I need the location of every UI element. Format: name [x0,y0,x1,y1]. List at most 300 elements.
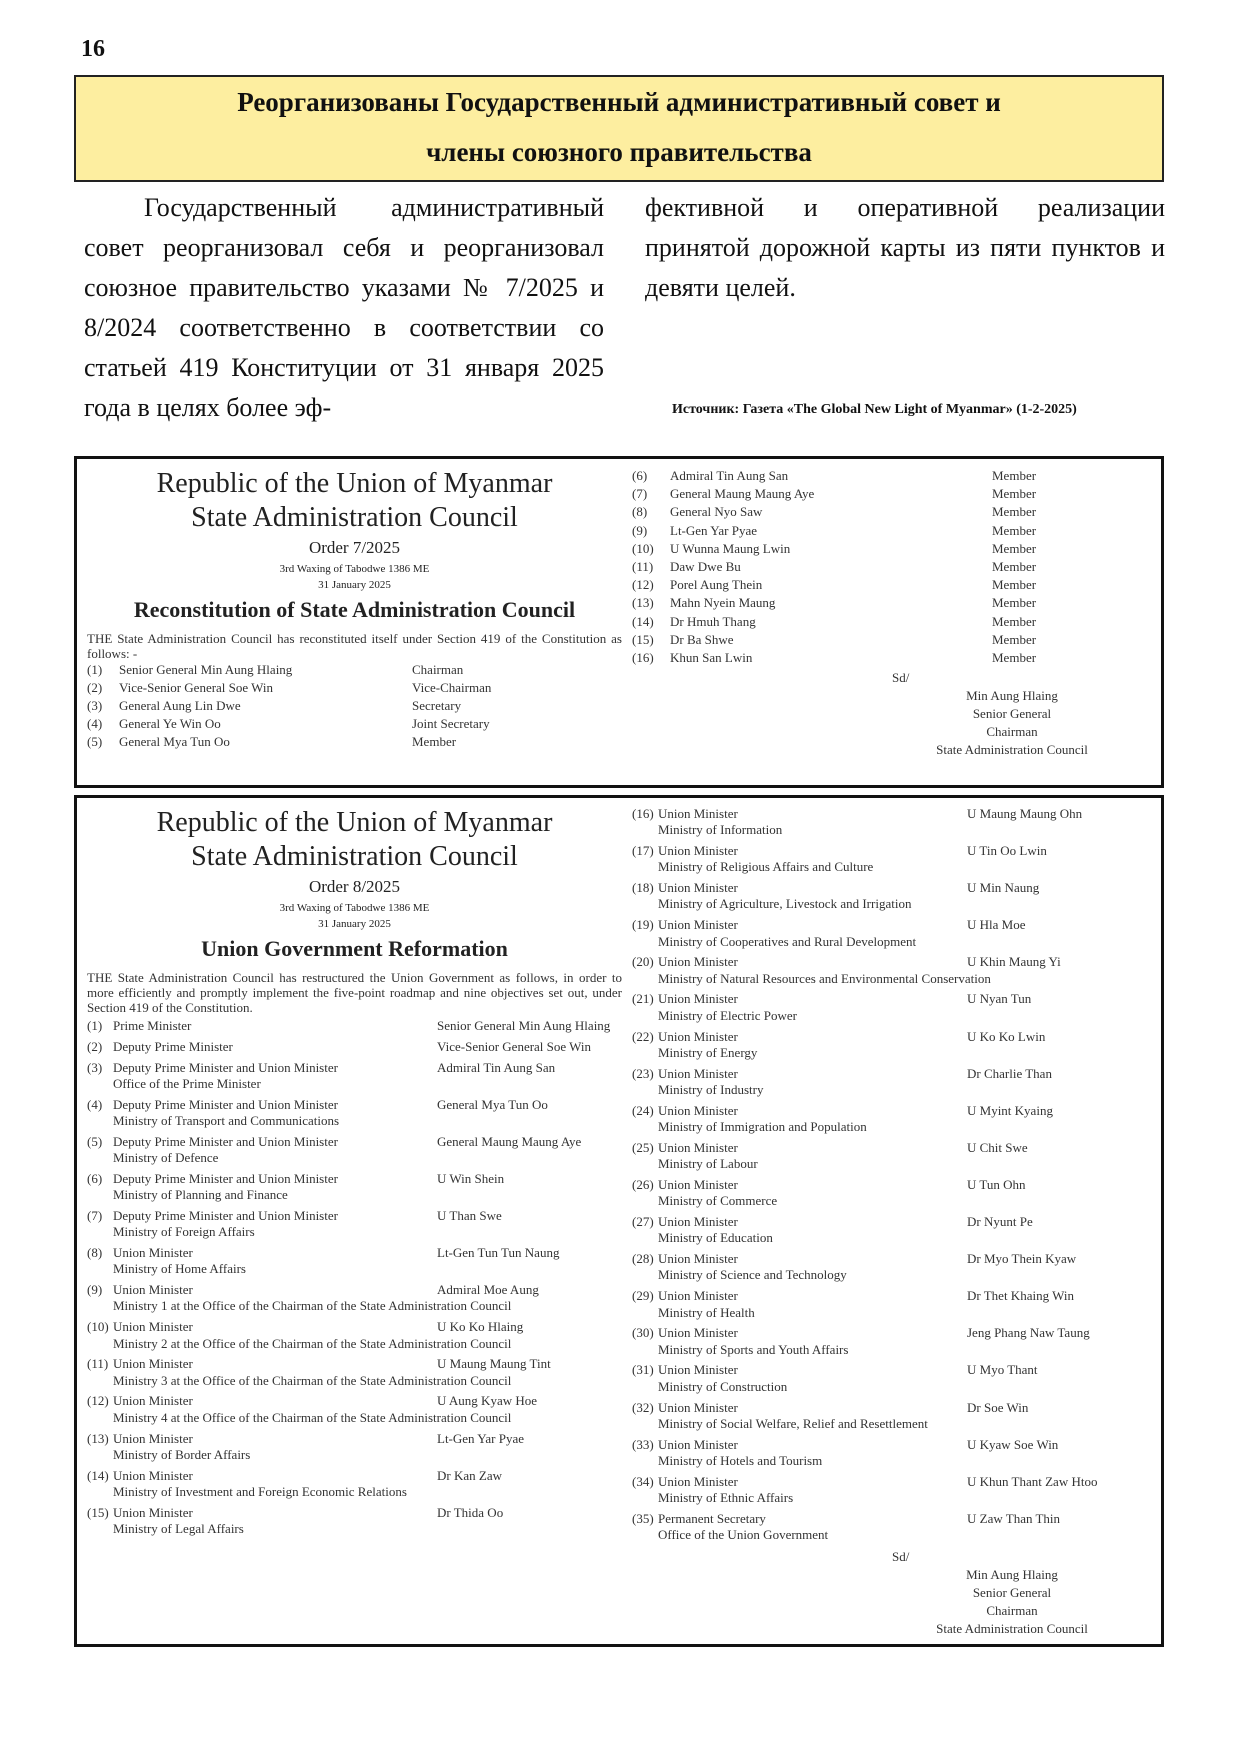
ministry-name: Ministry of Science and Technology [658,1267,847,1283]
minister-post: Union Minister [658,880,738,896]
minister-row [632,1177,1152,1210]
ministry-name: Ministry of Ethnic Affairs [658,1489,794,1505]
order-8-left [87,806,622,1542]
member-number: (8) [632,504,648,520]
minister-post: Deputy Prime Minister [113,1038,233,1054]
minister-row-top [632,880,1152,896]
member-row [87,715,622,733]
minister-post: Union Minister [658,917,738,933]
minister-post: Deputy Prime Minister and Union Minister [113,1133,338,1149]
minister-row [87,1356,622,1389]
minister-row [632,1288,1152,1321]
order-8-clipping [74,795,1164,1647]
ministry-name: Ministry of Defence [113,1150,219,1166]
minister-name: Vice-Senior General Soe Win [437,1038,592,1054]
member-name: Dr Hmuh Thang [670,613,756,629]
member-row [87,661,622,679]
minister-post: Prime Minister [113,1018,192,1033]
minister-post: Union Minister [113,1356,193,1372]
member-row [87,679,622,697]
minister-name: Lt-Gen Yar Pyae [437,1430,525,1446]
minister-name: Dr Nyunt Pe [967,1214,1033,1230]
order-7-header [87,467,622,627]
member-role: Secretary [412,698,462,713]
minister-name: Dr Charlie Than [967,1065,1052,1081]
minister-name: U Maung Maung Tint [437,1356,551,1372]
minister-post: Union Minister [113,1282,193,1298]
member-row [632,594,1152,612]
minister-row-top [632,1251,1152,1267]
member-number: (7) [632,486,648,502]
minister-post: Union Minister [658,1473,738,1489]
minister-row-top [87,1039,622,1055]
minister-number: (9) [87,1282,103,1298]
member-name: Admiral Tin Aung San [670,468,789,483]
order-number: Order 7/2025 [308,538,401,557]
minister-number: (33) [632,1436,654,1452]
ministry-name: Ministry of Health [658,1304,755,1320]
member-number: (16) [632,650,654,666]
header-republic: Republic of the Union of Myanmar [156,468,553,499]
minister-number: (12) [87,1393,109,1409]
minister-post: Union Minister [113,1393,193,1409]
minister-name: U Myo Thant [967,1362,1038,1378]
minister-name: U Chit Swe [967,1139,1028,1155]
order-date-myanmar: 3rd Waxing of Tabodwe 1386 ME [279,563,430,575]
minister-row-top [87,1468,622,1484]
minister-row-top [632,1029,1152,1045]
member-name: Daw Dwe Bu [670,559,741,575]
ministry-name: Office of the Union Government [658,1527,829,1543]
ministry-name: Ministry of Legal Affairs [113,1521,244,1537]
order-7-left [87,467,622,751]
minister-number: (31) [632,1362,654,1378]
member-role: Member [992,540,1037,556]
minister-post: Union Minister [658,1251,738,1267]
minister-row [632,917,1152,950]
member-name: U Wunna Maung Lwin [670,540,791,556]
minister-row [632,991,1152,1024]
ministry-name: Ministry of Industry [658,1081,764,1097]
order-date-myanmar: 3rd Waxing of Tabodwe 1386 ME [279,902,430,914]
minister-row [632,1400,1152,1433]
article-title [74,75,1164,182]
minister-row [87,1097,622,1130]
ministry-name: Ministry of Border Affairs [113,1446,251,1462]
minister-name: U Kyaw Soe Win [967,1436,1059,1452]
minister-number: (7) [87,1207,103,1223]
member-name: Lt-Gen Yar Pyae [670,522,758,538]
ministry-name: Ministry of Transport and Communications [113,1112,340,1128]
member-row [632,467,1152,485]
order-date: 31 January 2025 [318,579,391,591]
signature-block [632,1566,1152,1638]
minister-row [632,1066,1152,1099]
minister-number: (2) [87,1038,103,1054]
minister-number: (23) [632,1065,654,1081]
minister-post: Union Minister [658,1139,738,1155]
minister-number: (5) [87,1133,103,1149]
signature-line: State Administration Council [936,742,1088,758]
member-number: (1) [87,662,103,677]
order-7-right [632,467,1152,759]
minister-post: Deputy Prime Minister and Union Minister [113,1207,338,1223]
member-role: Member [992,486,1037,502]
minister-name: Dr Kan Zaw [437,1467,502,1483]
minister-row [632,843,1152,876]
minister-number: (35) [632,1510,654,1526]
ministry-name: Ministry of Hotels and Tourism [658,1452,823,1468]
minister-row-top [87,1282,622,1298]
minister-name: U Ko Ko Hlaing [437,1319,524,1335]
minister-name: Dr Thida Oo [437,1504,504,1520]
member-name: General Mya Tun Oo [119,734,230,749]
minister-row-top [632,806,1152,822]
member-name: General Maung Maung Aye [670,486,815,502]
minister-name: U Maung Maung Ohn [967,806,1083,821]
member-name: General Aung Lin Dwe [119,698,241,713]
title-line-2: члены союзного правительства [426,137,812,167]
member-name: Dr Ba Shwe [670,631,734,647]
minister-number: (1) [87,1018,103,1033]
minister-post: Union Minister [658,1436,738,1452]
signature-line: State Administration Council [936,1620,1088,1636]
minister-row [87,1171,622,1204]
minister-post: Union Minister [658,1028,738,1044]
minister-row-top [632,917,1152,933]
minister-row [632,1251,1152,1284]
member-number: (9) [632,522,648,538]
member-role: Joint Secretary [412,716,490,731]
minister-name: Admiral Moe Aung [437,1282,539,1298]
minister-row-top [87,1319,622,1335]
minister-number: (10) [87,1319,109,1335]
minister-row [632,1140,1152,1173]
ministry-name: Ministry of Cooperatives and Rural Development [658,933,917,949]
header-council: State Administration Council [191,841,518,872]
ministry-name: Ministry of Sports and Youth Affairs [658,1341,849,1357]
minister-name: Dr Thet Khaing Win [967,1288,1074,1304]
minister-number: (19) [632,917,654,933]
minister-row-top [632,1400,1152,1416]
minister-row [632,1103,1152,1136]
member-role: Member [992,504,1037,520]
signature-line: Senior General [972,1584,1052,1600]
minister-post: Union Minister [658,1102,738,1118]
member-row [632,613,1152,631]
minister-row-top [632,1103,1152,1119]
minister-row-top [632,954,1152,970]
ministry-name: Ministry of Energy [658,1044,758,1060]
signature-line: Chairman [986,1602,1038,1618]
member-row [632,558,1152,576]
ministry-name: Ministry of Social Welfare, Relief and Resettlement [658,1415,928,1431]
order-8-header [87,806,622,966]
sd-mark: Sd/ [892,1548,910,1564]
minister-row-top [632,1214,1152,1230]
member-role: Member [992,595,1037,611]
minister-number: (28) [632,1251,654,1267]
minister-name: Senior General Min Aung Hlaing [437,1018,611,1033]
minister-number: (20) [632,954,654,970]
ministry-name: Ministry 2 at the Office of the Chairman of the State Administration Council [113,1335,512,1351]
member-row [632,522,1152,540]
article-column-left [84,188,604,428]
minister-number: (13) [87,1430,109,1446]
ministry-name: Ministry of Religious Affairs and Culture [658,859,874,875]
minister-row-top [87,1171,622,1187]
member-name: Porel Aung Thein [670,577,763,593]
minister-post: Union Minister [658,843,738,859]
minister-name: U Tin Oo Lwin [967,843,1047,859]
header-republic: Republic of the Union of Myanmar [156,807,553,838]
minister-row [632,1511,1152,1544]
minister-name: U Win Shein [437,1170,505,1186]
member-number: (4) [87,716,103,731]
minister-row [87,1393,622,1426]
minister-number: (25) [632,1139,654,1155]
minister-post: Deputy Prime Minister and Union Minister [113,1096,338,1112]
minister-number: (14) [87,1467,109,1483]
minister-post: Union Minister [658,1325,738,1341]
minister-name: U Myint Kyaing [967,1102,1053,1118]
minister-post: Union Minister [658,1399,738,1415]
minister-row [632,1214,1152,1247]
member-role: Vice-Chairman [412,680,492,695]
sd-mark: Sd/ [892,670,910,686]
minister-post: Union Minister [113,1467,193,1483]
minister-post: Union Minister [113,1319,193,1335]
minister-number: (16) [632,806,654,821]
member-list-right [632,467,1152,667]
member-role: Member [992,522,1037,538]
minister-name: U Nyan Tun [967,991,1032,1007]
order-subject: Reconstitution of State Administration Council [133,597,576,622]
minister-number: (21) [632,991,654,1007]
title-line-1: Реорганизованы Государственный административный совет и [237,87,1001,117]
minister-name: U Tun Ohn [967,1176,1026,1192]
member-number: (15) [632,631,654,647]
minister-name: U Khun Thant Zaw Htoo [967,1473,1098,1489]
minister-row-top [87,1097,622,1113]
minister-name: U Than Swe [437,1207,502,1223]
minister-row [632,1437,1152,1470]
member-number: (10) [632,540,654,556]
minister-row-top [87,1393,622,1409]
ministry-name: Ministry of Commerce [658,1193,778,1209]
minister-number: (15) [87,1504,109,1520]
minister-row-top [632,1362,1152,1378]
member-role: Member [992,650,1037,666]
article-paragraph-continued: фективной и оперативной реализации принятой дорожной карты из пяти пунктов и девяти целей. [645,193,1165,302]
minister-row [632,1325,1152,1358]
source-note: Источник: Газета «The Global New Light of Myanmar» (1-2-2025) [672,402,1077,417]
minister-row-top [87,1134,622,1150]
minister-row-top [632,1140,1152,1156]
minister-name: Dr Myo Thein Kyaw [967,1251,1077,1267]
member-row [632,631,1152,649]
member-row [632,649,1152,667]
minister-name: U Aung Kyaw Hoe [437,1393,538,1409]
minister-row [87,1319,622,1352]
minister-row-top [632,1288,1152,1304]
minister-number: (32) [632,1399,654,1415]
minister-name: U Min Naung [967,880,1040,896]
minister-row [87,1018,622,1034]
minister-name: Dr Soe Win [967,1399,1029,1415]
member-name: General Ye Win Oo [119,716,221,731]
header-council: State Administration Council [191,502,518,533]
minister-name: General Mya Tun Oo [437,1096,548,1112]
member-row [87,697,622,715]
minister-row [632,1474,1152,1507]
member-number: (13) [632,595,654,611]
minister-name: Lt-Gen Tun Tun Naung [437,1245,560,1261]
minister-name: U Ko Ko Lwin [967,1028,1046,1044]
member-number: (6) [632,468,648,483]
minister-number: (34) [632,1473,654,1489]
minister-number: (29) [632,1288,654,1304]
member-number: (12) [632,577,654,593]
order-number: Order 8/2025 [308,877,401,896]
member-list-left [87,661,622,751]
ministry-name: Ministry 1 at the Office of the Chairman of the State Administration Council [113,1298,512,1314]
minister-row-top [632,1177,1152,1193]
signature-line: Chairman [986,724,1038,740]
minister-number: (6) [87,1170,103,1186]
minister-name: Jeng Phang Naw Taung [967,1325,1090,1341]
member-number: (14) [632,613,654,629]
minister-number: (24) [632,1102,654,1118]
minister-row [87,1039,622,1055]
minister-row-top [87,1431,622,1447]
member-role: Member [992,468,1037,483]
article-column-right [645,188,1165,308]
minister-row-top [632,1474,1152,1490]
minister-row-top [632,1066,1152,1082]
minister-number: (30) [632,1325,654,1341]
minister-row [87,1060,622,1093]
minister-name: General Maung Maung Aye [437,1133,582,1149]
minister-post: Union Minister [658,954,738,970]
member-role: Member [992,613,1037,629]
minister-row-top [87,1505,622,1521]
minister-row-top [87,1060,622,1076]
member-number: (3) [87,698,103,713]
member-number: (11) [632,559,654,575]
minister-post: Union Minister [658,1288,738,1304]
minister-number: (27) [632,1214,654,1230]
minister-row [632,880,1152,913]
minister-row [632,954,1152,987]
minister-post: Deputy Prime Minister and Union Minister [113,1170,338,1186]
ministry-name: Ministry of Natural Resources and Environmental Conservation [658,970,991,986]
order-intro: THE State Administration Council has reconstituted itself under Section 419 of the Constitution as follows: - [87,631,622,661]
ministry-name: Ministry of Agriculture, Livestock and Irrigation [658,896,912,912]
minister-post: Union Minister [658,1176,738,1192]
ministry-name: Ministry of Immigration and Population [658,1119,867,1135]
minister-post: Deputy Prime Minister and Union Minister [113,1059,338,1075]
minister-post: Permanent Secretary [658,1510,766,1526]
minister-number: (26) [632,1176,654,1192]
ministry-name: Ministry 3 at the Office of the Chairman of the State Administration Council [113,1372,512,1388]
minister-row-top [632,1511,1152,1527]
minister-name: Admiral Tin Aung San [437,1059,556,1075]
minister-row [632,1029,1152,1062]
ministry-name: Ministry of Foreign Affairs [113,1224,255,1240]
page-number: 16 [81,36,105,62]
minister-row [87,1431,622,1464]
minister-number: (17) [632,843,654,859]
signature-block [632,687,1152,759]
member-row [632,503,1152,521]
minister-row-top [87,1245,622,1261]
minister-row [632,1362,1152,1395]
order-intro: THE State Administration Council has restructured the Union Government as follows, in order to more efficiently and promptly implement the five-point roadmap and nine objectives set out, under Section 419 of the Constitution. [87,970,622,1015]
minister-name: U Zaw Than Thin [967,1510,1061,1526]
ministry-name: Ministry of Education [658,1230,773,1246]
minister-list-left [87,1018,622,1537]
minister-post: Union Minister [658,1214,738,1230]
minister-number: (18) [632,880,654,896]
member-role: Member [992,577,1037,593]
ministry-name: Ministry of Investment and Foreign Economic Relations [113,1483,407,1499]
minister-row [87,1468,622,1501]
minister-list-right [632,806,1152,1543]
minister-number: (4) [87,1096,103,1112]
minister-row-top [632,1325,1152,1341]
minister-post: Union Minister [658,806,738,821]
member-name: Mahn Nyein Maung [670,595,776,611]
signature-line: Min Aung Hlaing [966,1566,1058,1582]
minister-name: U Khin Maung Yi [967,954,1061,970]
member-number: (2) [87,680,103,695]
member-name: Senior General Min Aung Hlaing [119,662,293,677]
minister-row [632,806,1152,839]
minister-row-top [632,1437,1152,1453]
minister-post: Union Minister [113,1504,193,1520]
member-role: Member [992,559,1037,575]
minister-row [87,1245,622,1278]
minister-post: Union Minister [113,1245,193,1261]
minister-post: Union Minister [658,1065,738,1081]
minister-row-top [87,1018,622,1034]
ministry-name: Ministry of Labour [658,1156,758,1172]
minister-post: Union Minister [658,991,738,1007]
minister-row [87,1208,622,1241]
member-role: Chairman [412,662,464,677]
member-name: Khun San Lwin [670,650,753,666]
ministry-name: Ministry of Electric Power [658,1007,797,1023]
ministry-name: Ministry of Construction [658,1378,788,1394]
minister-number: (22) [632,1028,654,1044]
minister-name: U Hla Moe [967,917,1026,933]
member-name: General Nyo Saw [670,504,763,520]
ministry-name: Ministry of Home Affairs [113,1261,246,1277]
minister-row-top [632,991,1152,1007]
minister-number: (3) [87,1059,103,1075]
ministry-name: Ministry of Information [658,822,783,838]
minister-row-top [632,843,1152,859]
order-date: 31 January 2025 [318,918,391,930]
member-row [632,540,1152,558]
order-8-right [632,806,1152,1638]
minister-post: Union Minister [658,1362,738,1378]
signature-line: Senior General [972,706,1052,722]
minister-number: (8) [87,1245,103,1261]
member-name: Vice-Senior General Soe Win [119,680,274,695]
article-paragraph: Государственный административный совет реорганизовал себя и реорганизовал союзное правительство указами № 7/2025 и 8/2024 соответственно в соответствии со статьей 419 Конституции от 31 января 2025 года в целях более эф- [84,193,604,422]
